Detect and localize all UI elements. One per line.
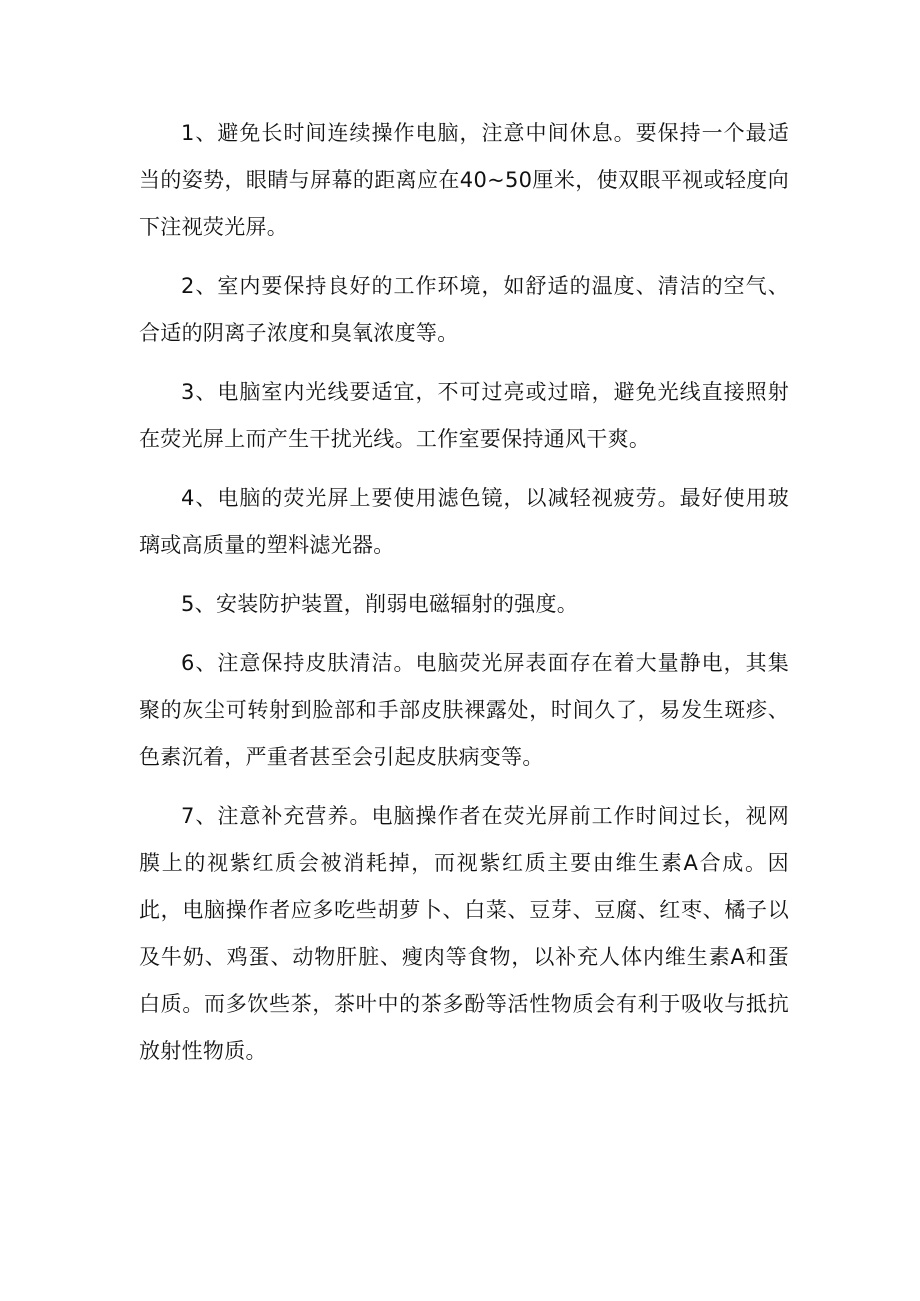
paragraph-3: 3、电脑室内光线要适宜，不可过亮或过暗，避免光线直接照射在荧光屏上而产生干扰光线。工作室要保持通风干爽。: [139, 380, 789, 451]
paragraph-7: 7、注意补充营养。电脑操作者在荧光屏前工作时间过长，视网膜上的视紫红质会被消耗掉，而视紫红质主要由维生素A合成。因此，电脑操作者应多吃些胡萝卜、白菜、豆芽、豆腐、红枣、橘子以及牛奶、鸡蛋、动物肝脏、瘦肉等食物，以补充人体内维生素A和蛋白质。而多饮些茶，茶叶中的茶多酚等活性物质会有利于吸收与抵抗放射性物质。: [139, 804, 789, 1063]
document-body: [139, 110, 789, 1087]
paragraph-1: 1、避免长时间连续操作电脑，注意中间休息。要保持一个最适当的姿势，眼睛与屏幕的距离应在40~50厘米，使双眼平视或轻度向下注视荧光屏。: [139, 121, 789, 239]
paragraph-6: 6、注意保持皮肤清洁。电脑荧光屏表面存在着大量静电，其集聚的灰尘可转射到脸部和手部皮肤裸露处，时间久了，易发生斑疹、色素沉着，严重者甚至会引起皮肤病变等。: [139, 651, 789, 769]
paragraph-5: 5、安装防护装置，削弱电磁辐射的强度。: [181, 592, 579, 616]
paragraph-2: 2、室内要保持良好的工作环境，如舒适的温度、清洁的空气、合适的阴离子浓度和臭氧浓度等。: [139, 274, 789, 345]
paragraph-4: 4、电脑的荧光屏上要使用滤色镜，以减轻视疲劳。最好使用玻璃或高质量的塑料滤光器。: [139, 486, 789, 557]
